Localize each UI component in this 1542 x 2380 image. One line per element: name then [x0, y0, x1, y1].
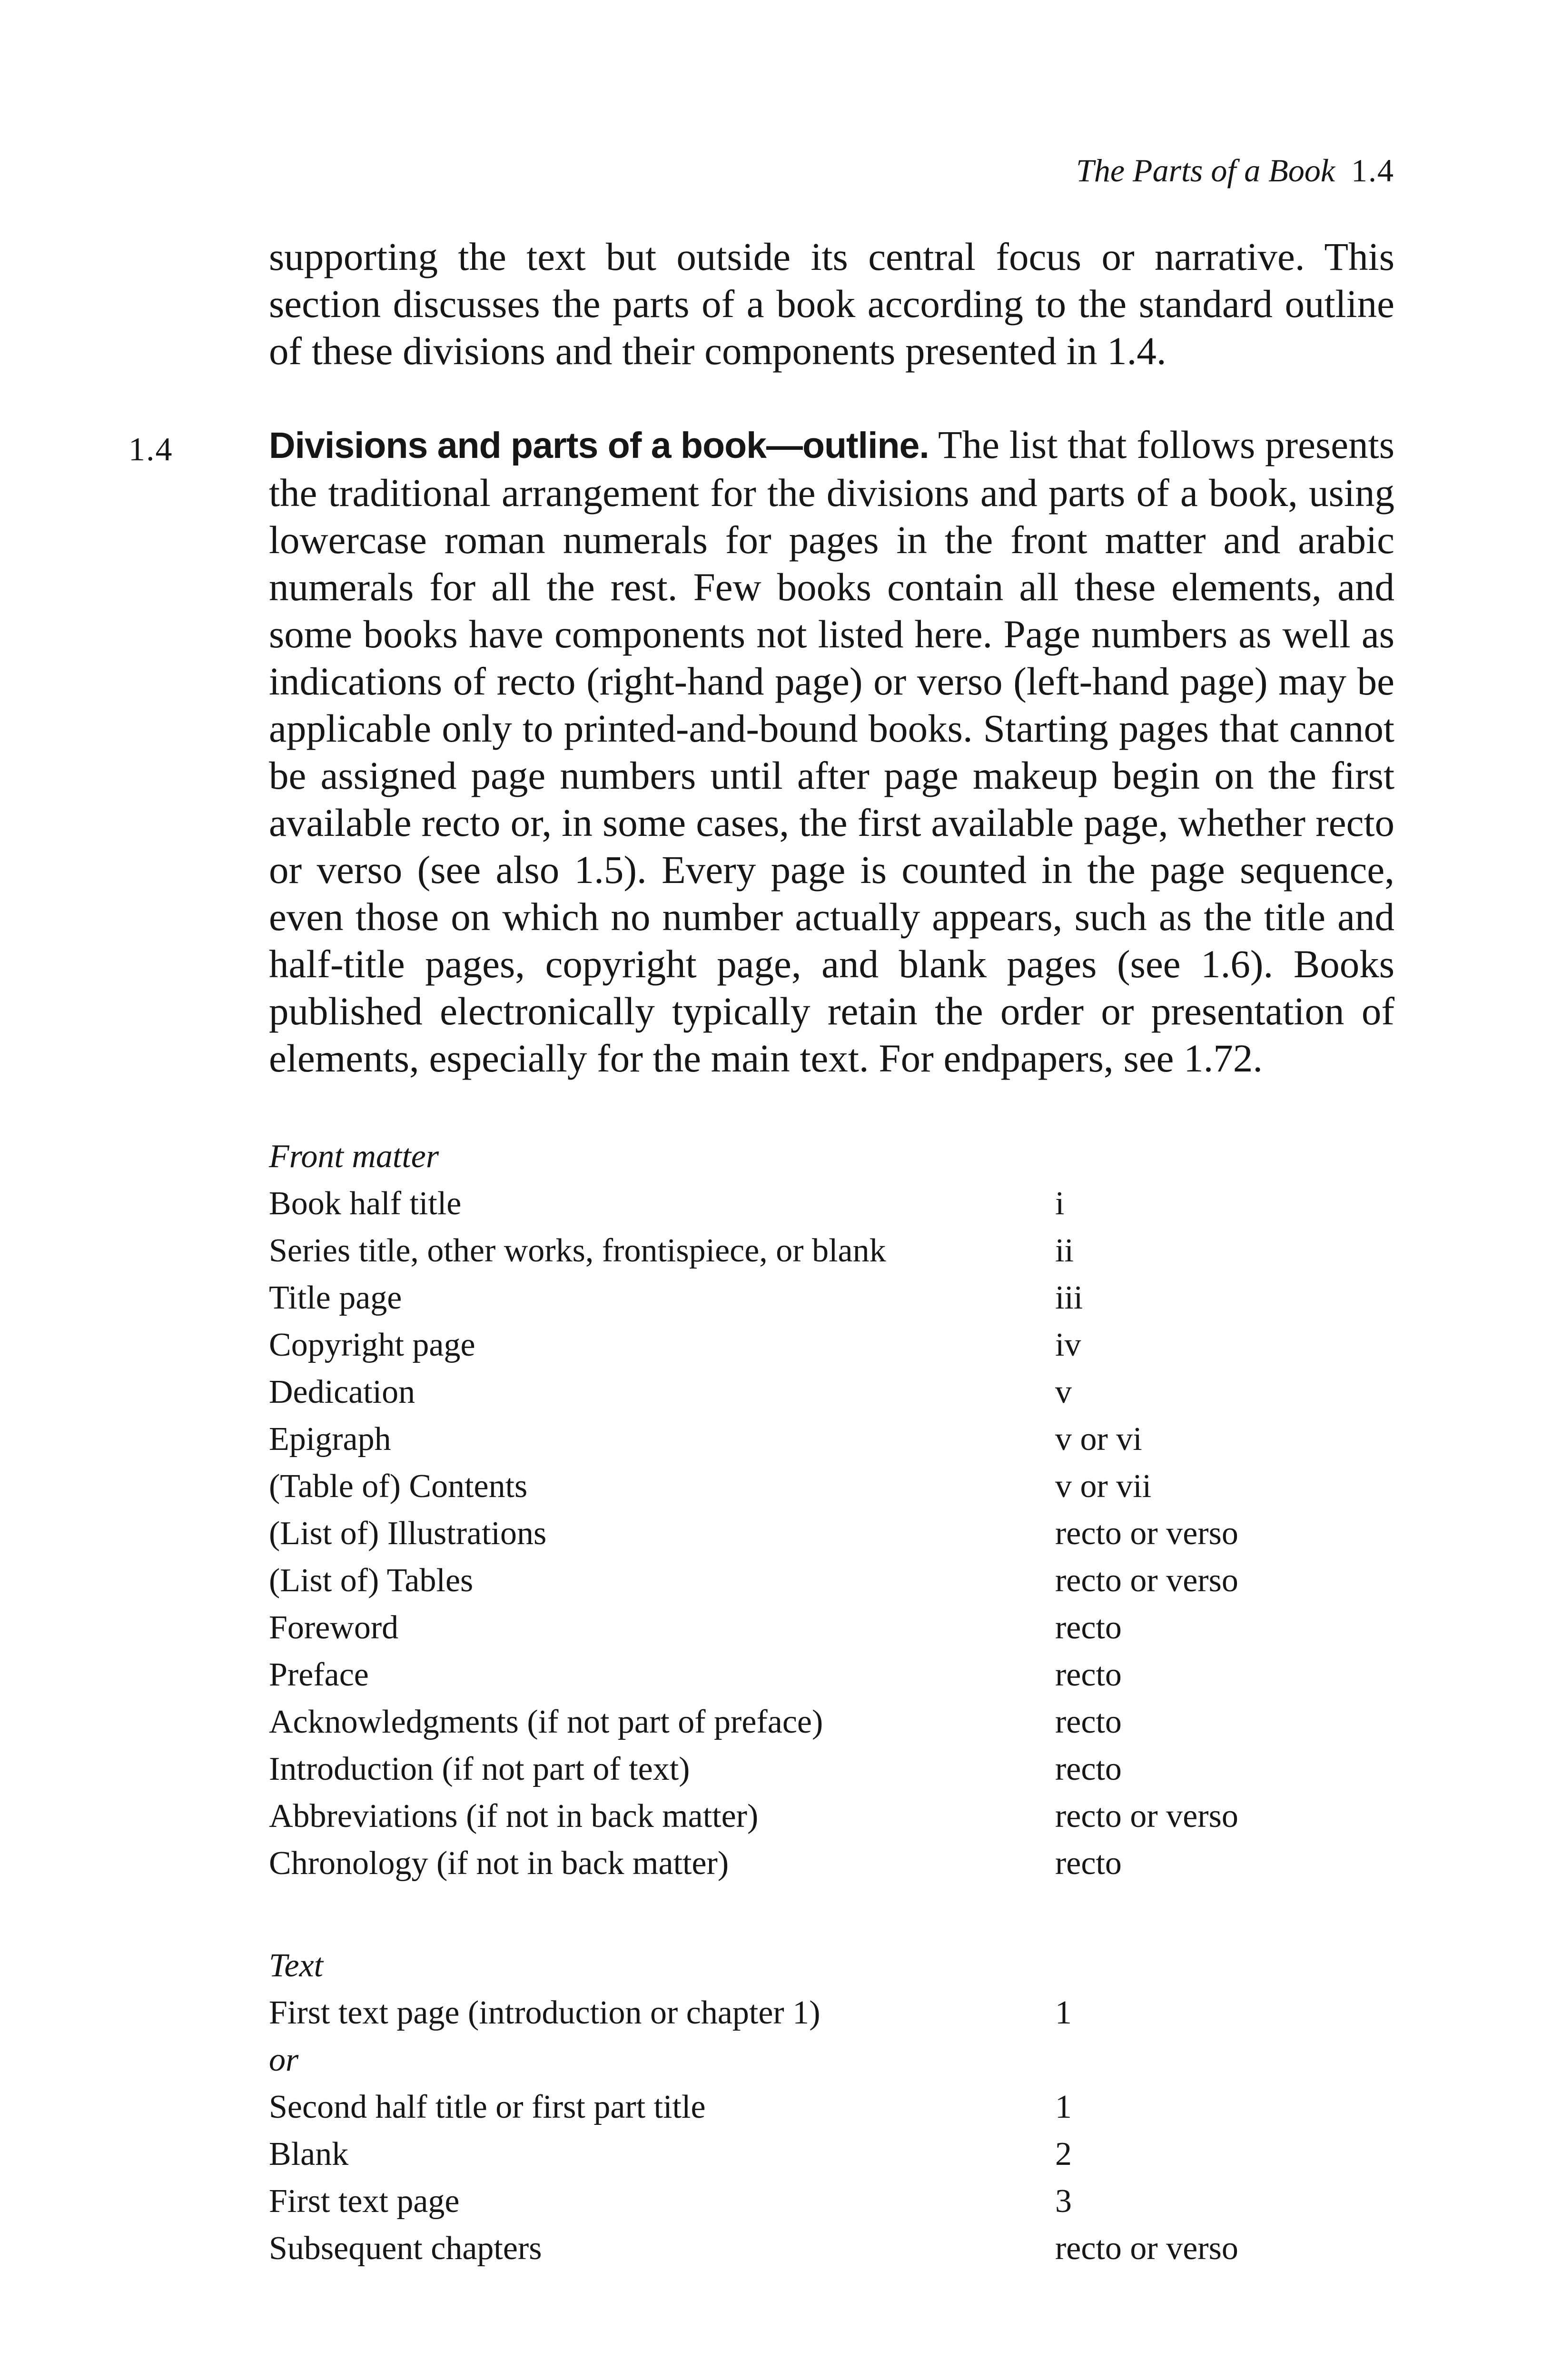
list-item	[269, 1989, 1411, 2036]
list-item-page: iii	[1055, 1279, 1083, 1316]
list-item-name: (List of) Tables	[269, 1562, 474, 1599]
list-item-page: 1	[1055, 1994, 1072, 2031]
list-item-page: ii	[1055, 1232, 1074, 1269]
list-item-page: recto or verso	[1055, 1562, 1238, 1599]
front-matter-list	[269, 1133, 1411, 1887]
list-item-name: Second half title or first part title	[269, 2089, 706, 2125]
list-item-name: First text page	[269, 2183, 460, 2220]
list-item-name: Dedication	[269, 1374, 415, 1410]
list-item	[269, 1604, 1411, 1651]
list-item-name: Epigraph	[269, 1421, 391, 1458]
list-item-name: Acknowledgments (if not part of preface)	[269, 1704, 823, 1740]
list-item	[269, 1180, 1411, 1227]
list-item	[269, 1227, 1411, 1274]
list-item	[269, 1698, 1411, 1745]
section-number: 1.4	[128, 431, 173, 468]
list-item-name: Foreword	[269, 1609, 399, 1646]
list-item-page: recto or verso	[1055, 2230, 1238, 2267]
list-item	[269, 1840, 1411, 1887]
list-item-name: (Table of) Contents	[269, 1468, 528, 1505]
list-item-page: recto	[1055, 1656, 1122, 1693]
list-item-page: 2	[1055, 2136, 1072, 2172]
list-item	[269, 1368, 1411, 1416]
running-head-title: The Parts of a Book	[1076, 152, 1335, 188]
list-item	[269, 1793, 1411, 1840]
list-item	[269, 2083, 1411, 2131]
list-item	[269, 2225, 1411, 2272]
list-item-name: Blank	[269, 2136, 349, 2172]
list-item	[269, 2178, 1411, 2225]
list-item-name: Copyright page	[269, 1327, 475, 1363]
list-item	[269, 1557, 1411, 1604]
running-head	[1076, 151, 1394, 189]
section-heading: Divisions and parts of a book—outline.	[269, 425, 929, 466]
section-paragraph	[269, 421, 1394, 1082]
list-item	[269, 1510, 1411, 1557]
front-matter-label: Front matter	[269, 1138, 439, 1175]
list-item-page: i	[1055, 1185, 1065, 1222]
list-item	[269, 1416, 1411, 1463]
list-item-page: v	[1055, 1374, 1072, 1410]
list-item	[269, 1321, 1411, 1368]
list-item	[269, 1463, 1411, 1510]
text-label: Text	[269, 1947, 324, 1984]
list-item-name: First text page (introduction or chapter 1)	[269, 1994, 820, 2031]
list-item-name: (List of) Illustrations	[269, 1515, 547, 1552]
list-item-name: Introduction (if not part of text)	[269, 1751, 690, 1787]
running-head-number: 1.4	[1351, 152, 1394, 188]
list-item-name: Title page	[269, 1279, 402, 1316]
list-item-page: 1	[1055, 2089, 1072, 2125]
list-item-page: 3	[1055, 2183, 1072, 2220]
list-item-name: Abbreviations (if not in back matter)	[269, 1798, 759, 1835]
list-item-name: Book half title	[269, 1185, 462, 1222]
or-label: or	[269, 2042, 299, 2078]
list-item-page: recto	[1055, 1704, 1122, 1740]
list-item	[269, 1745, 1411, 1793]
list-item-page: recto	[1055, 1845, 1122, 1882]
list-item-name: Series title, other works, frontispiece, or blank	[269, 1232, 886, 1269]
list-item-page: recto	[1055, 1751, 1122, 1787]
list-item	[269, 1274, 1411, 1321]
list-item-page: iv	[1055, 1327, 1081, 1363]
list-item-page: v or vi	[1055, 1421, 1142, 1458]
list-item-name: Preface	[269, 1656, 369, 1693]
list-item	[269, 2131, 1411, 2178]
list-item-name: Chronology (if not in back matter)	[269, 1845, 729, 1882]
intro-paragraph: supporting the text but outside its central focus or narrative. This section discusses the parts of a book according to the standard outline of these divisions and their components presented in 1.4.	[269, 235, 1394, 373]
section-body: The list that follows presents the traditional arrangement for the divisions and parts of a book, using lowercase roman numerals for pages in the front matter and arabic numerals for all the rest. Few books contain all these elements, and some books have components not listed here. Page numbers as well as indications of recto (right-hand page) or verso (left-hand page) may be applicable only to printed-and-bound books. Starting pages that cannot be assigned page numbers until after page makeup begin on the first available recto or, in some cases, the first available page, whether recto or verso (see also 1.5). Every page is counted in the page sequence, even those on which no number actually appears, such as the title and half-title pages, copyright page, and blank pages (see 1.6). Books published electronically typically retain the order or presentation of elements, especially for the main text. For endpapers, see 1.72.	[269, 423, 1394, 1080]
list-item-page: recto	[1055, 1609, 1122, 1646]
list-item-page: recto or verso	[1055, 1798, 1238, 1835]
text-list	[269, 1942, 1411, 2272]
list-item-page: recto or verso	[1055, 1515, 1238, 1552]
list-item-page: v or vii	[1055, 1468, 1152, 1505]
list-item	[269, 1651, 1411, 1698]
list-item-name: Subsequent chapters	[269, 2230, 542, 2267]
